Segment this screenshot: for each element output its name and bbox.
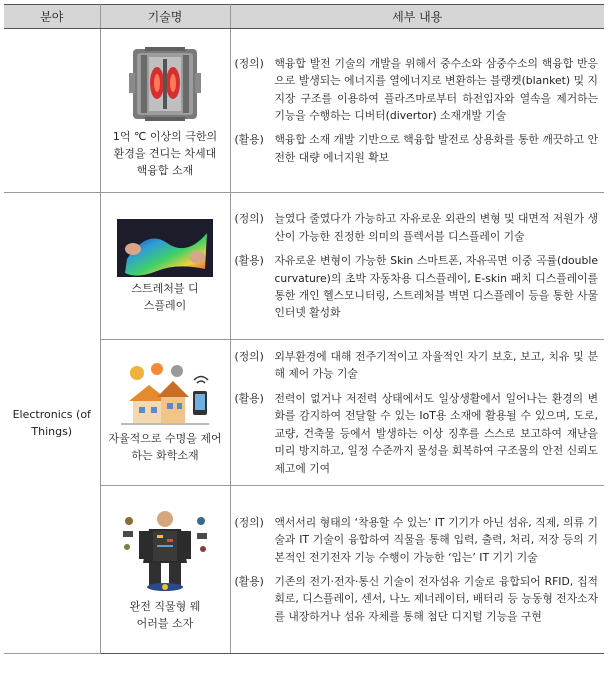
- definition-paragraph: [235, 514, 599, 566]
- detail-cell: [230, 486, 604, 654]
- usage-paragraph: [235, 573, 599, 625]
- detail-cell: [230, 193, 604, 340]
- tech-name: 자율적으로 수명을 제어하는 화학소재: [108, 432, 222, 462]
- table-header-row: [4, 5, 604, 29]
- usage-paragraph: [235, 252, 599, 322]
- field-cell-empty: [4, 29, 100, 193]
- wearable-textile-image: [117, 507, 213, 595]
- definition-paragraph: [235, 210, 599, 245]
- table-row: [4, 29, 604, 193]
- detail-cell: [230, 340, 604, 486]
- definition-tag: (정의): [234, 515, 264, 529]
- tech-table: [4, 4, 604, 654]
- definition-paragraph: [235, 348, 599, 383]
- header-detail: 세부 내용: [230, 5, 604, 29]
- fusion-reactor-image: [119, 43, 211, 125]
- definition-text: 액서서리 형태의 ‘착용할 수 있는’ IT 기기가 아닌 섬유, 직제, 의류 기술과 IT 기술이 융합하여 직물을 통해 입력, 출력, 처리, 저장 등의 기본적인 전기전자 기능 수행이 가능한 ‘입는’ IT 기기 기술: [274, 515, 598, 564]
- definition-text: 외부환경에 대해 전주기적이고 자율적인 자기 보호, 보고, 치유 및 분해 제어 가능 기술: [274, 350, 598, 381]
- usage-paragraph: [235, 131, 599, 166]
- tech-cell: [100, 340, 230, 486]
- tech-name: 1억 ℃ 이상의 극한의 환경을 견디는 차세대 핵융합 소재: [112, 129, 218, 177]
- header-field: 분야: [4, 5, 100, 29]
- usage-tag: (활용): [234, 575, 264, 588]
- usage-paragraph: [235, 390, 599, 477]
- usage-tag: (활용): [234, 133, 264, 147]
- tech-name: 스트레처블 디스플레이: [131, 281, 199, 312]
- usage-text: 핵융합 소재 개발 기반으로 핵융합 발전로 상용화를 통한 깨끗하고 안전한 대량 에너지원 확보: [274, 133, 598, 164]
- definition-tag: (정의): [234, 350, 264, 364]
- stretchable-display-image: [117, 219, 213, 277]
- table-row: [4, 193, 604, 340]
- header-tech: 기술명: [100, 5, 230, 29]
- smart-material-house-image: [115, 361, 215, 427]
- usage-text: 기존의 전기·전자·통신 기술이 전자섬유 기술로 융합되어 RFID, 집적회로, 디스플레이, 센서, 나노 제너레이터, 배터리 등 능동형 전자소자를 내장하거나 섬유 자체를 통해 첨단 디지털 기능을 구현: [274, 575, 598, 623]
- field-cell: Electronics (of Things): [4, 193, 100, 654]
- definition-text: 늘였다 줄였다가 가능하고 자유로운 외관의 변형 및 대면적 저원가 생산이 가능한 진정한 의미의 플렉서블 디스플레이 기술: [274, 212, 598, 243]
- definition-tag: (정의): [234, 212, 264, 226]
- usage-tag: (활용): [234, 391, 264, 405]
- definition-tag: (정의): [234, 56, 264, 70]
- usage-text: 자유로운 변형이 가능한 Skin 스마트폰, 자유곡면 이중 곡률(double curvature)의 초박 자동차용 디스플레이, E-skin 패치 디스플레이를 통한 개인 헬스모니터링, 스트레처블 벽면 디스플레이 등을 통한 사물인터넷 활성화: [274, 254, 598, 320]
- usage-text: 전력이 없거나 저전력 상태에서도 일상생활에서 일어나는 환경의 변화를 감지하여 전달할 수 있는 IoT용 소재에 활용될 수 있으며, 도로, 교량, 건축물 등에서 발생하는 이상 징후를 스스로 보고하여 재난을 미리 방지하고, 일정 수준까지 물성을 회복하여 구조물의 안전 신뢰도 제고에 기여: [274, 391, 598, 475]
- definition-text: 핵융합 발전 기술의 개발을 위해서 중수소와 삼중수소의 핵융합 반응으로 발생되는 에너지를 열에너지로 변환하는 블랭켓(blanket) 및 지지장 구조를 이용하여 플라즈마로부터 하전입자와 열속을 제거하는 기능을 수행하는 디버터(divertor) 소재개발 기술: [274, 56, 598, 122]
- usage-tag: (활용): [234, 254, 264, 268]
- tech-cell: [100, 29, 230, 193]
- tech-cell: [100, 486, 230, 654]
- tech-name: 완전 직물형 웨어러블 소자: [129, 600, 201, 630]
- detail-cell: [230, 29, 604, 193]
- tech-cell: [100, 193, 230, 340]
- definition-paragraph: [235, 55, 599, 125]
